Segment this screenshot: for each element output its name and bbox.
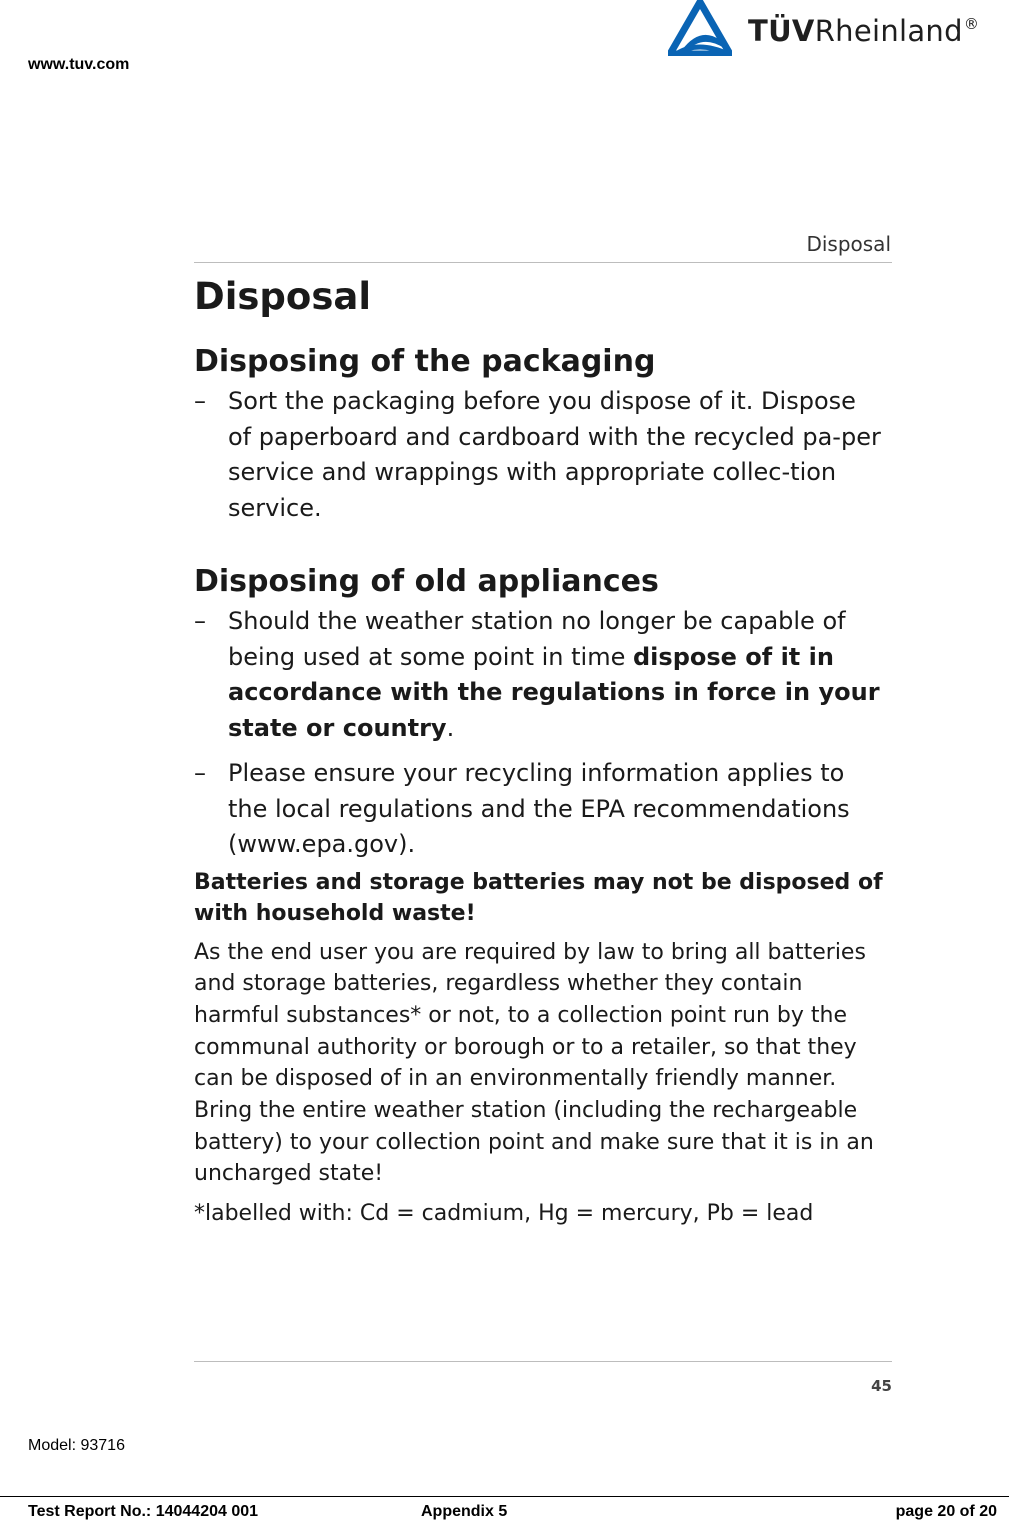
- bullet-dash: –: [194, 759, 206, 787]
- report-number: Test Report No.: 14044204 001: [28, 1503, 259, 1520]
- site-url: www.tuv.com: [28, 56, 130, 73]
- manual-page-number: 45: [871, 1377, 892, 1395]
- footnote: *labelled with: Cd = cadmium, Hg = mercury, Pb = lead: [194, 1201, 814, 1227]
- running-head: Disposal: [806, 232, 891, 256]
- bullet-text: Should the weather station no longer be capable of being used at some point in time dispose of it in accordance with the regulations in force in your state or country.: [228, 607, 880, 742]
- bullet-emphasis: dispose of it in accordance with the regulations in force in your state or country: [228, 642, 880, 742]
- list-item: [194, 384, 884, 526]
- bullet-dash: –: [194, 607, 206, 635]
- manual-content: [194, 276, 884, 1229]
- bullet-text: Sort the packaging before you dispose of it. Dispose of paperboard and cardboard with the recycled pa-per service and wrappings with appropriate collec-tion service.: [228, 387, 881, 522]
- bullet-dash: –: [194, 387, 206, 415]
- tuv-rheinland-logo: [668, 0, 998, 58]
- section-heading-packaging: Disposing of the packaging: [194, 344, 656, 379]
- bottom-rule: [194, 1361, 892, 1362]
- report-page-number: page 20 of 20: [895, 1503, 997, 1520]
- bullet-text: Please ensure your recycling information applies to the local regulations and the EPA recommendations (www.epa.gov).: [228, 759, 850, 858]
- top-rule: [194, 262, 892, 263]
- tuv-triangle-icon: [668, 0, 732, 56]
- battery-paragraph: As the end user you are required by law to bring all batteries and storage batteries, regardless whether they contain harmful substances* or not, to a collection point run by the communal authority or borough or to a retailer, so that they can be disposed of in an environmentally friendly manner. Bring the entire weather station (including the rechargeable battery) to your collection point and make sure that it is in an uncharged state!: [194, 939, 874, 1187]
- model-number: Model: 93716: [28, 1437, 125, 1454]
- list-item: [194, 756, 884, 863]
- logo-wordmark: TÜVRheinland®: [748, 14, 980, 48]
- footer-rule: [0, 1496, 1009, 1497]
- list-item: [194, 604, 884, 746]
- section-heading-old-appliances: Disposing of old appliances: [194, 564, 659, 599]
- battery-warning: Batteries and storage batteries may not be disposed of with household waste!: [194, 869, 883, 926]
- appendix-label: Appendix 5: [421, 1503, 508, 1520]
- page-title: Disposal: [194, 275, 371, 318]
